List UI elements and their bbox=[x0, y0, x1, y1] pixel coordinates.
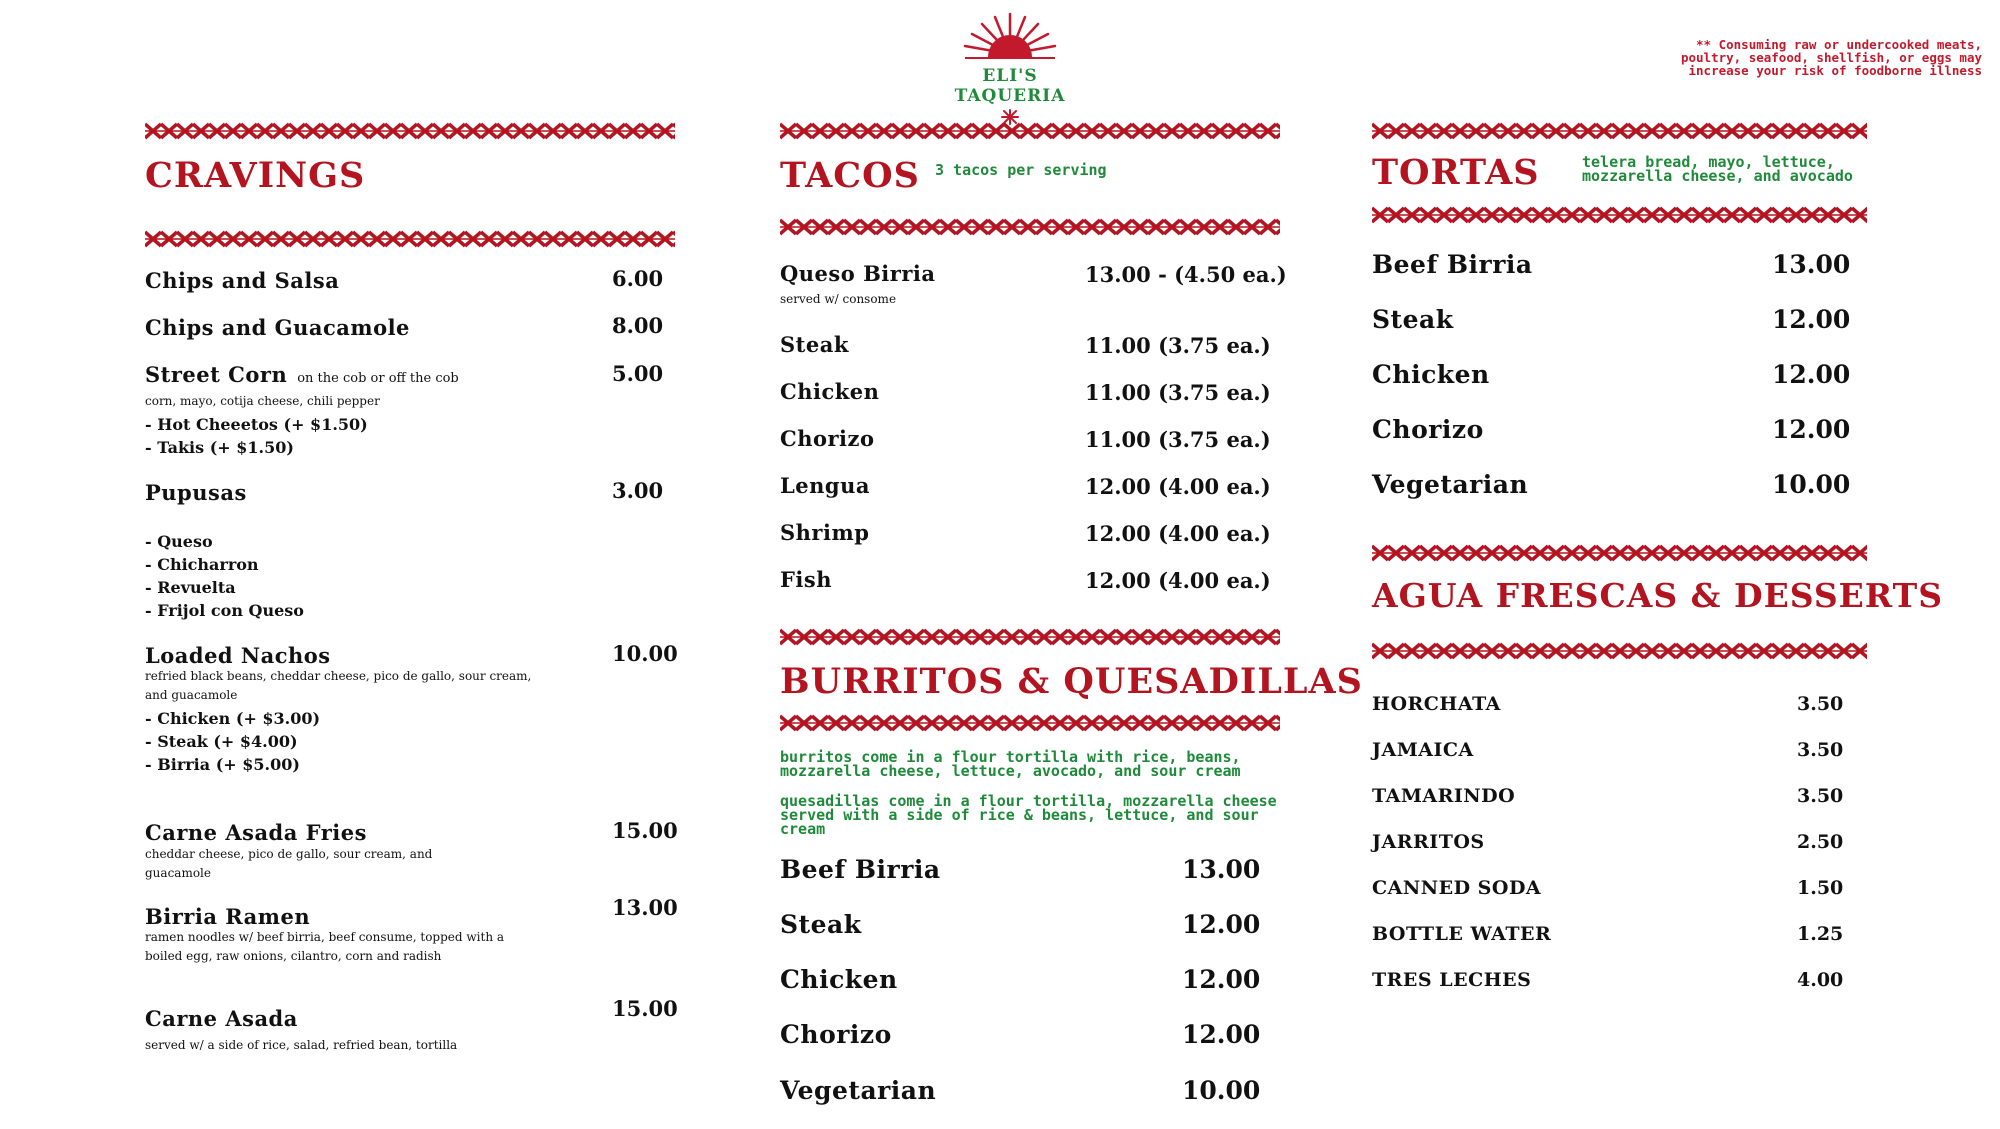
section-title-drinks: AGUA FRESCAS & DESSERTS bbox=[1372, 576, 1944, 615]
menu-item-price: 3.50 bbox=[1797, 693, 1844, 715]
menu-item-name: Chicken bbox=[780, 379, 880, 404]
menu-item-name: HORCHATA bbox=[1372, 693, 1501, 715]
menu-item-price: 3.50 bbox=[1797, 739, 1844, 761]
section-subtitle: telera bread, mayo, lettuce, mozzarella cheese, and avocado bbox=[1582, 153, 1853, 185]
menu-item-name: Beef Birria bbox=[1372, 250, 1533, 279]
menu-item-price: 4.00 bbox=[1797, 969, 1844, 991]
menu-item-name: Vegetarian bbox=[780, 1076, 937, 1105]
menu-item-price: 12.00 (4.00 ea.) bbox=[1085, 521, 1271, 546]
decorative-divider bbox=[1372, 640, 1867, 662]
decorative-divider bbox=[1372, 204, 1867, 226]
menu-item-price: 11.00 (3.75 ea.) bbox=[1085, 427, 1271, 452]
menu-item-description: refried black beans, cheddar cheese, pico de gallo, sour cream, and guacamole bbox=[145, 669, 532, 702]
menu-item-price: 15.00 bbox=[612, 818, 678, 843]
menu-item-name: Shrimp bbox=[780, 520, 870, 545]
zigzag-divider-icon bbox=[780, 712, 1280, 734]
zigzag-divider-icon bbox=[780, 626, 1280, 648]
menu-item-name: Chips and Salsa bbox=[145, 268, 340, 293]
menu-item-name: Street Corn bbox=[145, 362, 288, 387]
menu-item-name: Chips and Guacamole bbox=[145, 315, 410, 340]
decorative-divider bbox=[780, 626, 1280, 648]
menu-item-price: 12.00 bbox=[1182, 910, 1261, 939]
zigzag-divider-icon bbox=[1372, 204, 1867, 226]
menu-item-name: Birria Ramen bbox=[145, 904, 311, 929]
menu-item-option: - Birria (+ $5.00) bbox=[145, 755, 300, 774]
menu-item-option: - Chicharron bbox=[145, 555, 259, 574]
menu-item-price: 12.00 (4.00 ea.) bbox=[1085, 568, 1271, 593]
menu-item-name: Fish bbox=[780, 567, 832, 592]
menu-item-price: 12.00 bbox=[1772, 360, 1851, 389]
menu-item-name: Chorizo bbox=[1372, 415, 1484, 444]
decorative-divider bbox=[145, 228, 675, 250]
menu-item-price: 13.00 bbox=[612, 895, 678, 920]
menu-item-price: 11.00 (3.75 ea.) bbox=[1085, 380, 1271, 405]
menu-item-option: - Takis (+ $1.50) bbox=[145, 438, 294, 457]
sunburst-logo-icon bbox=[955, 10, 1065, 68]
menu-item-option: - Steak (+ $4.00) bbox=[145, 732, 298, 751]
logo bbox=[930, 10, 1090, 126]
brand-name: ELI'S TAQUERIA bbox=[954, 66, 1066, 106]
menu-item-price: 12.00 bbox=[1182, 1020, 1261, 1049]
zigzag-divider-icon bbox=[145, 120, 675, 142]
decorative-divider bbox=[780, 712, 1280, 734]
menu-item-name: TRES LECHES bbox=[1372, 969, 1532, 991]
menu-item-name: BOTTLE WATER bbox=[1372, 923, 1552, 945]
decorative-divider bbox=[1372, 120, 1867, 142]
menu-item-price: 8.00 bbox=[612, 313, 664, 338]
menu-item-price: 3.00 bbox=[612, 478, 664, 503]
menu-item-name: Chorizo bbox=[780, 426, 875, 451]
zigzag-divider-icon bbox=[780, 216, 1280, 238]
menu-item-option: - Hot Cheeetos (+ $1.50) bbox=[145, 415, 368, 434]
zigzag-divider-icon bbox=[145, 228, 675, 250]
menu-item-note: on the cob or off the cob bbox=[297, 371, 459, 386]
menu-item-price: 10.00 bbox=[1182, 1076, 1261, 1105]
menu-item-price: 15.00 bbox=[612, 996, 678, 1021]
menu-item-price: 1.25 bbox=[1797, 923, 1844, 945]
menu-item-name: Steak bbox=[780, 332, 849, 357]
decorative-divider bbox=[780, 120, 1280, 142]
section-title-tortas: TORTAS bbox=[1372, 152, 1540, 193]
decorative-divider bbox=[1372, 542, 1867, 564]
menu-item-name: Chorizo bbox=[780, 1020, 892, 1049]
menu-item-description: corn, mayo, cotija cheese, chili pepper bbox=[145, 394, 380, 408]
menu-item-price: 12.00 (4.00 ea.) bbox=[1085, 474, 1271, 499]
decorative-divider bbox=[145, 120, 675, 142]
decorative-divider bbox=[780, 216, 1280, 238]
menu-item-option: - Queso bbox=[145, 532, 213, 551]
menu-item-price: 10.00 bbox=[1772, 470, 1851, 499]
section-title-tacos: TACOS bbox=[780, 155, 920, 196]
zigzag-divider-icon bbox=[1372, 542, 1867, 564]
menu-item-description: cheddar cheese, pico de gallo, sour cream, and guacamole bbox=[145, 847, 433, 880]
menu-item-name: Pupusas bbox=[145, 480, 247, 505]
menu-item-price: 12.00 bbox=[1182, 965, 1261, 994]
menu-item-option: - Revuelta bbox=[145, 578, 236, 597]
menu-item-price: 11.00 (3.75 ea.) bbox=[1085, 333, 1271, 358]
menu-item-price: 2.50 bbox=[1797, 831, 1844, 853]
menu-item-price: 3.50 bbox=[1797, 785, 1844, 807]
menu-item-name: Beef Birria bbox=[780, 855, 941, 884]
menu-item-option: - Frijol con Queso bbox=[145, 601, 304, 620]
menu-item-name: JARRITOS bbox=[1372, 831, 1485, 853]
menu-item-option: - Chicken (+ $3.00) bbox=[145, 709, 321, 728]
menu-item-price: 6.00 bbox=[612, 266, 664, 291]
menu-item-name: CANNED SODA bbox=[1372, 877, 1542, 899]
menu-item-price: 13.00 bbox=[1772, 250, 1851, 279]
menu-item-price: 12.00 bbox=[1772, 415, 1851, 444]
menu-item-name: TAMARINDO bbox=[1372, 785, 1516, 807]
menu-item-name: Queso Birria bbox=[780, 261, 936, 286]
menu-item-description: served w/ a side of rice, salad, refried bean, tortilla bbox=[145, 1038, 458, 1052]
menu-item-description: ramen noodles w/ beef birria, beef consume, topped with a boiled egg, raw onions, cilantro, corn and radish bbox=[145, 930, 505, 963]
zigzag-divider-icon bbox=[1372, 120, 1867, 142]
food-warning: ** Consuming raw or undercooked meats, poultry, seafood, shellfish, or eggs may increase your risk of foodborne illness bbox=[1680, 37, 1982, 78]
section-title-burritos: BURRITOS & QUESADILLAS bbox=[780, 661, 1363, 702]
section-note: burritos come in a flour tortilla with rice, beans, mozzarella cheese, lettuce, avocado, and sour cream bbox=[780, 748, 1241, 780]
menu-item-name: Steak bbox=[780, 910, 862, 939]
menu-item-price: 1.50 bbox=[1797, 877, 1844, 899]
menu-item-name: Steak bbox=[1372, 305, 1454, 334]
menu-item-price: 5.00 bbox=[612, 361, 664, 386]
menu-item-name: Vegetarian bbox=[1372, 470, 1529, 499]
menu-item-price: 13.00 bbox=[1182, 855, 1261, 884]
menu-item-name: Chicken bbox=[1372, 360, 1490, 389]
section-note: quesadillas come in a flour tortilla, mozzarella cheese served with a side of rice & beans, lettuce, and sour cream bbox=[780, 792, 1277, 838]
zigzag-divider-icon bbox=[1372, 640, 1867, 662]
menu-item-name: Carne Asada bbox=[145, 1006, 298, 1031]
menu-item-name: Carne Asada Fries bbox=[145, 820, 367, 845]
menu-item-name: JAMAICA bbox=[1372, 739, 1474, 761]
menu-item-name: Chicken bbox=[780, 965, 898, 994]
section-subtitle: 3 tacos per serving bbox=[935, 161, 1107, 179]
menu-item-price: 12.00 bbox=[1772, 305, 1851, 334]
menu-item-price: 13.00 - (4.50 ea.) bbox=[1085, 262, 1287, 287]
menu-item-name: Lengua bbox=[780, 473, 870, 498]
menu-item-name-with-note bbox=[145, 362, 459, 387]
menu-item-description: served w/ consome bbox=[780, 292, 897, 306]
menu-item-name: Loaded Nachos bbox=[145, 643, 331, 668]
section-title-cravings: CRAVINGS bbox=[145, 155, 366, 196]
menu-item-price: 10.00 bbox=[612, 641, 678, 666]
zigzag-divider-icon bbox=[780, 120, 1280, 142]
